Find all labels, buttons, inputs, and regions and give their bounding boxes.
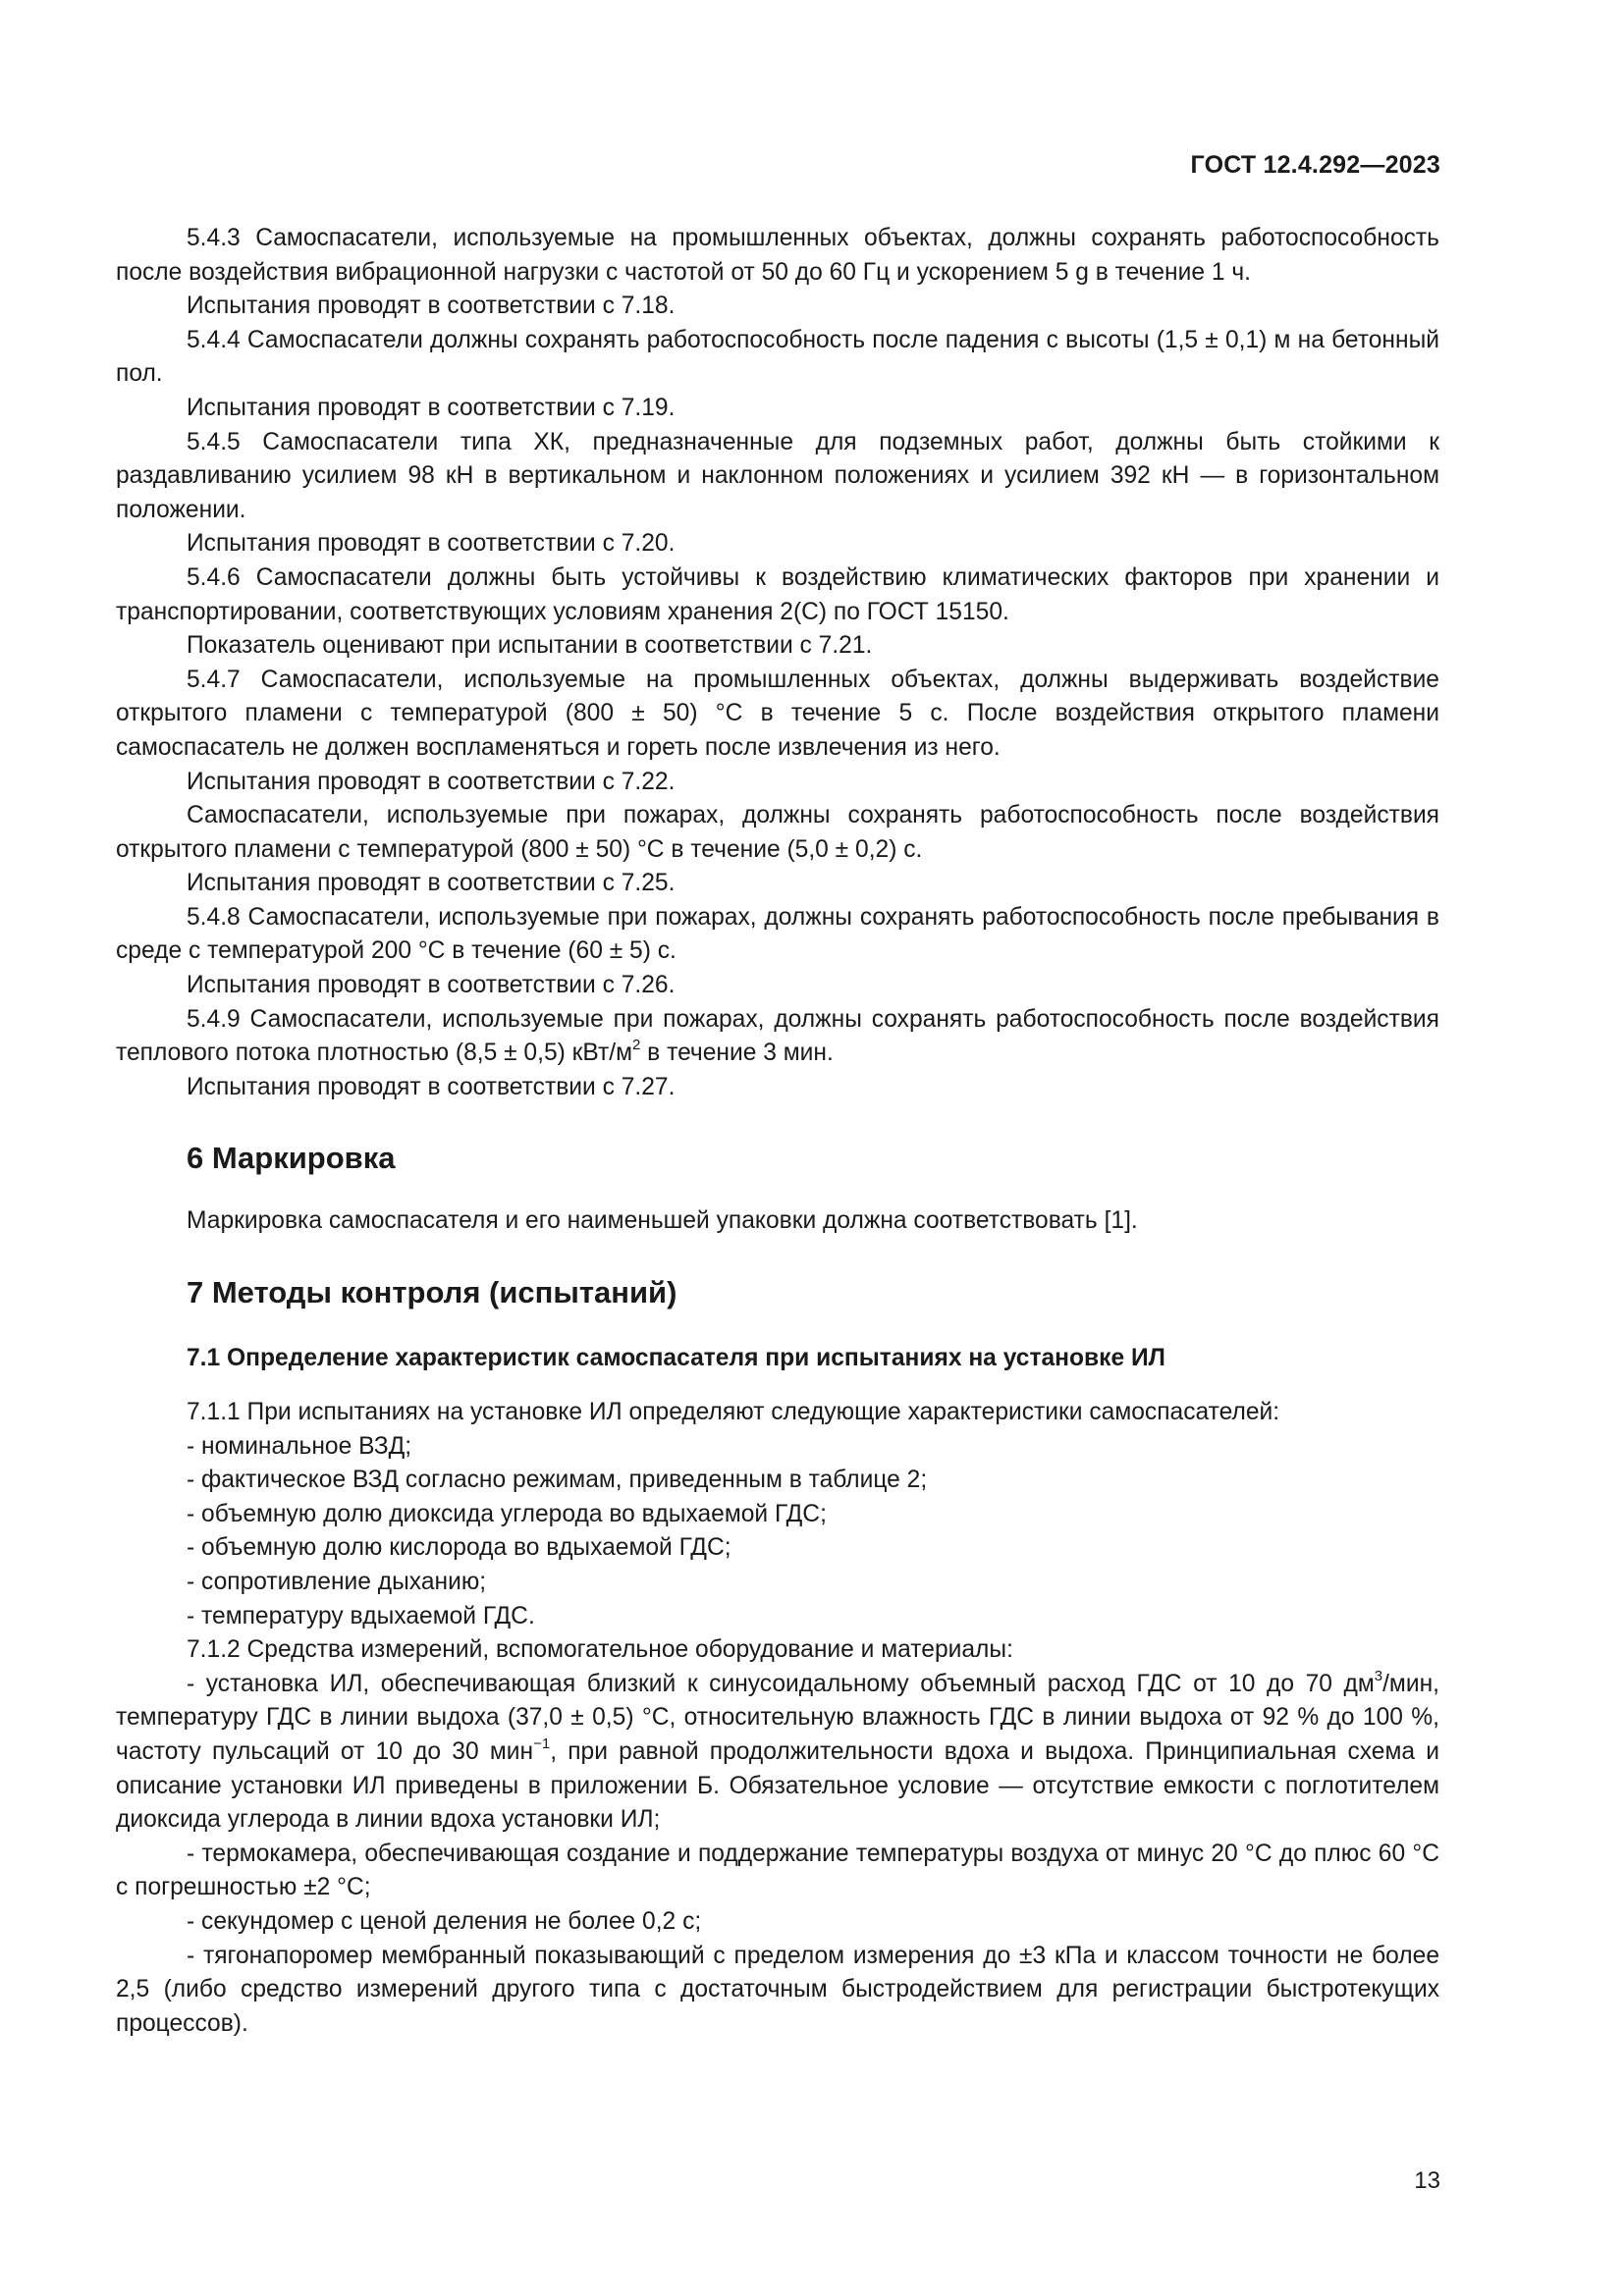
test-reference: Испытания проводят в соответствии с 7.26. — [187, 972, 676, 999]
test-reference: Испытания проводят в соответствии с 7.25. — [187, 870, 676, 897]
test-reference: Показатель оценивают при испытании в соответствии с 7.21. — [187, 632, 873, 660]
page-content — [116, 222, 1439, 2041]
paragraph-fire-flame: Самоспасатели, используемые при пожарах, должны сохранять работоспособность после воздействия открытого пламени с температурой (800 ± 50) °С в течение (5,0 ± 0,2) с. — [116, 802, 1439, 863]
test-reference: Испытания проводят в соответствии с 7.27. — [187, 1073, 676, 1100]
equipment-text: /мин, температуру ГДС в линии выдоха (37,0 ± 0,5) °С, относительную влажность ГДС в линии выдоха от 92 % до 100 %, частоту пульсаций от 10 до 30 мин — [116, 1670, 1439, 1765]
paragraph-5-4-9 — [116, 1003, 1439, 1071]
test-reference: Испытания проводят в соответствии с 7.20. — [187, 530, 676, 558]
list-item: - температуру вдыхаемой ГДС. — [187, 1602, 535, 1629]
equipment-text: , при равной продолжительности вдоха и выдоха. Принципиальная схема и описание установки ИЛ приведены в приложении Б. Обязательное условие — отсутствие емкости с поглотителем диоксида углерода в линии вдоха установки ИЛ; — [116, 1737, 1439, 1834]
list-item: - фактическое ВЗД согласно режимам, приведенным в таблице 2; — [187, 1467, 928, 1494]
equipment-item-installation — [116, 1668, 1439, 1838]
test-reference: Испытания проводят в соответствии с 7.22. — [187, 768, 676, 795]
equipment-text: - установка ИЛ, обеспечивающая близкий к синусоидальному объемный расход ГДС от 10 до 70 дм — [187, 1670, 1375, 1697]
superscript: 3 — [1374, 1667, 1383, 1684]
paragraph-7-1-2: 7.1.2 Средства измерений, вспомогательное оборудование и материалы: — [187, 1636, 1013, 1664]
paragraph-5-4-8: 5.4.8 Самоспасатели, используемые при пожарах, должны сохранять работоспособность после пребывания в среде с температурой 200 °С в течение (60 ± 5) с. — [116, 903, 1439, 965]
section-6-text: Маркировка самоспасателя и его наименьшей упаковки должна соответствовать [1]. — [187, 1207, 1138, 1235]
list-item: - сопротивление дыханию; — [187, 1569, 487, 1595]
paragraph-5-4-9-tail: в течение 3 мин. — [640, 1040, 834, 1067]
list-item: - объемную долю кислорода во вдыхаемой ГДС; — [187, 1534, 731, 1562]
list-item: - номинальное ВЗД; — [187, 1432, 412, 1460]
page-number: 13 — [1414, 2167, 1440, 2194]
subsection-7-1-heading: 7.1 Определение характеристик самоспасателя при испытаниях на установке ИЛ — [187, 1345, 1165, 1372]
test-reference: Испытания проводят в соответствии с 7.19. — [187, 394, 676, 421]
superscript: −1 — [533, 1735, 551, 1752]
superscript: 2 — [632, 1037, 641, 1054]
paragraph-5-4-9-text: 5.4.9 Самоспасатели, используемые при пожарах, должны сохранять работоспособность после воздействия теплового потока плотностью (8,5 ± 0,5) кВт/м — [116, 1005, 1439, 1067]
section-6-heading: 6 Маркировка — [187, 1141, 396, 1176]
document-header: ГОСТ 12.4.292—2023 — [1190, 151, 1440, 179]
paragraph-7-1-1: 7.1.1 При испытаниях на установке ИЛ определяют следующие характеристики самоспасателей: — [187, 1399, 1280, 1426]
list-item: - объемную долю диоксида углерода во вдыхаемой ГДС; — [187, 1500, 827, 1527]
test-reference: Испытания проводят в соответствии с 7.18. — [187, 293, 676, 320]
equipment-item-manometer: - тягонапоромер мембранный показывающий с пределом измерения до ±3 кПа и классом точности не более 2,5 (либо средство измерений другого типа с достаточным быстродействием для регистрации быстротекущих процессов). — [116, 1942, 1439, 2037]
section-7-heading: 7 Методы контроля (испытаний) — [187, 1275, 677, 1310]
equipment-item-thermochamber: - термокамера, обеспечивающая создание и поддержание температуры воздуха от минус 20 °С до плюс 60 °С с погрешностью ±2 °С; — [116, 1840, 1439, 1901]
paragraph-5-4-3: 5.4.3 Самоспасатели, используемые на промышленных объектах, должны сохранять работоспособность после воздействия вибрационной нагрузки с частотой от 50 до 60 Гц и ускорением 5 g в течение 1 ч. — [116, 225, 1439, 286]
paragraph-5-4-5: 5.4.5 Самоспасатели типа ХК, предназначенные для подземных работ, должны быть стойкими к раздавливанию усилием 98 кН в вертикальном и наклонном положениях и усилием 392 кН — в горизонтальном положении. — [116, 428, 1439, 523]
paragraph-5-4-4: 5.4.4 Самоспасатели должны сохранять работоспособность после падения с высоты (1,5 ± 0,1) м на бетонный пол. — [116, 326, 1439, 388]
paragraph-5-4-7: 5.4.7 Самоспасатели, используемые на промышленных объектах, должны выдерживать воздействие открытого пламени с температурой (800 ± 50) °С в течение 5 с. После воздействия открытого пламени самоспасатель не должен воспламеняться и гореть после извлечения из него. — [116, 666, 1439, 761]
paragraph-5-4-6: 5.4.6 Самоспасатели должны быть устойчивы к воздействию климатических факторов при хранении и транспортировании, соответствующих условиям хранения 2(С) по ГОСТ 15150. — [116, 563, 1439, 625]
equipment-item-stopwatch: - секундомер с ценой деления не более 0,2 с; — [187, 1907, 702, 1935]
